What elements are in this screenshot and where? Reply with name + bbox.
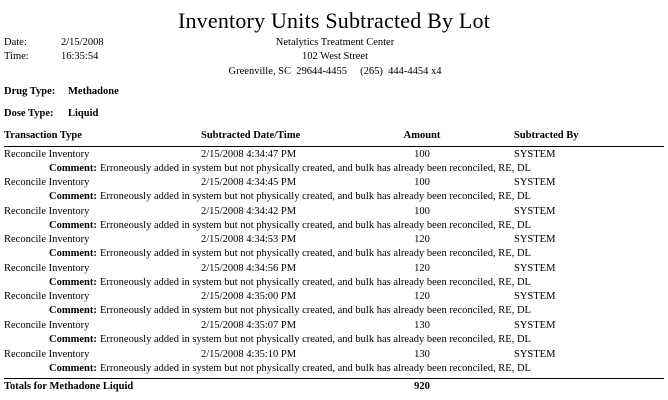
- row-type: Reconcile Inventory: [4, 320, 90, 331]
- row-by: SYSTEM: [514, 291, 556, 302]
- drug-type-value: Methadone: [68, 86, 119, 97]
- row-comment: [0, 191, 668, 205]
- comment-text: Erroneously added in system but not physically created, and bulk has already been reconciled, RE, DL: [100, 248, 531, 259]
- drug-type-label: Drug Type:: [4, 86, 56, 97]
- totals-label: Totals for Methadone Liquid: [4, 381, 134, 392]
- row-date: 2/15/2008 4:35:10 PM: [201, 349, 297, 360]
- header-transaction-type: Transaction Type: [4, 130, 82, 141]
- row-date: 2/15/2008 4:34:56 PM: [201, 263, 297, 274]
- time-label: Time:: [4, 51, 29, 62]
- date-label: Date:: [4, 37, 27, 48]
- row-by: SYSTEM: [514, 263, 556, 274]
- dose-type-label: Dose Type:: [4, 108, 54, 119]
- comment-label: Comment:: [49, 248, 97, 259]
- row-comment: [0, 305, 668, 319]
- table-row: [0, 263, 668, 277]
- org-name: Netalytics Treatment Center: [275, 37, 395, 48]
- comment-label: Comment:: [49, 163, 97, 174]
- row-date: 2/15/2008 4:35:00 PM: [201, 291, 297, 302]
- comment-label: Comment:: [49, 191, 97, 202]
- comment-text: Erroneously added in system but not physically created, and bulk has already been reconciled, RE, DL: [100, 363, 531, 374]
- totals-amount: 920: [414, 381, 430, 392]
- comment-text: Erroneously added in system but not physically created, and bulk has already been reconciled, RE, DL: [100, 277, 531, 288]
- row-type: Reconcile Inventory: [4, 206, 90, 217]
- comment-label: Comment:: [49, 220, 97, 231]
- row-date: 2/15/2008 4:34:53 PM: [201, 234, 297, 245]
- comment-text: Erroneously added in system but not physically created, and bulk has already been reconciled, RE, DL: [100, 220, 531, 231]
- comment-text: Erroneously added in system but not physically created, and bulk has already been reconciled, RE, DL: [100, 305, 531, 316]
- row-by: SYSTEM: [514, 320, 556, 331]
- header-rule: [4, 146, 664, 147]
- header-subtracted-date: Subtracted Date/Time: [201, 130, 301, 141]
- comment-text: Erroneously added in system but not physically created, and bulk has already been reconciled, RE, DL: [100, 334, 531, 345]
- dose-type-value: Liquid: [68, 108, 99, 119]
- header-amount: Amount: [403, 130, 441, 141]
- row-amount: 130: [414, 320, 430, 331]
- report-title: Inventory Units Subtracted By Lot: [177, 8, 491, 33]
- row-comment: [0, 163, 668, 177]
- row-type: Reconcile Inventory: [4, 349, 90, 360]
- row-amount: 100: [414, 206, 430, 217]
- row-type: Reconcile Inventory: [4, 149, 90, 160]
- row-type: Reconcile Inventory: [4, 177, 90, 188]
- row-date: 2/15/2008 4:34:47 PM: [201, 149, 297, 160]
- row-comment: [0, 248, 668, 262]
- comment-text: Erroneously added in system but not physically created, and bulk has already been reconciled, RE, DL: [100, 163, 531, 174]
- table-row: [0, 206, 668, 220]
- totals-rule: [4, 378, 664, 379]
- header-subtracted-by: Subtracted By: [514, 130, 579, 141]
- table-row: [0, 320, 668, 334]
- org-city-line: Greenville, SC 29644-4455 (265) 444-4454 x4: [228, 66, 442, 77]
- date-value: 2/15/2008: [61, 37, 104, 48]
- row-amount: 100: [414, 177, 430, 188]
- row-comment: [0, 277, 668, 291]
- row-type: Reconcile Inventory: [4, 291, 90, 302]
- row-date: 2/15/2008 4:35:07 PM: [201, 320, 297, 331]
- row-by: SYSTEM: [514, 234, 556, 245]
- row-amount: 130: [414, 349, 430, 360]
- row-by: SYSTEM: [514, 349, 556, 360]
- row-date: 2/15/2008 4:34:42 PM: [201, 206, 297, 217]
- row-amount: 100: [414, 149, 430, 160]
- totals-row: [0, 381, 668, 395]
- comment-text: Erroneously added in system but not physically created, and bulk has already been reconciled, RE, DL: [100, 191, 531, 202]
- comment-label: Comment:: [49, 305, 97, 316]
- row-by: SYSTEM: [514, 206, 556, 217]
- row-date: 2/15/2008 4:34:45 PM: [201, 177, 297, 188]
- row-type: Reconcile Inventory: [4, 234, 90, 245]
- row-comment: [0, 220, 668, 234]
- row-type: Reconcile Inventory: [4, 263, 90, 274]
- row-amount: 120: [414, 291, 430, 302]
- row-by: SYSTEM: [514, 149, 556, 160]
- org-street: 102 West Street: [301, 51, 369, 62]
- row-amount: 120: [414, 234, 430, 245]
- comment-label: Comment:: [49, 277, 97, 288]
- table-row: [0, 177, 668, 191]
- table-row: [0, 349, 668, 363]
- row-amount: 120: [414, 263, 430, 274]
- table-header: [0, 130, 668, 144]
- row-comment: [0, 363, 668, 377]
- comment-label: Comment:: [49, 363, 97, 374]
- table-row: [0, 234, 668, 248]
- row-by: SYSTEM: [514, 177, 556, 188]
- row-comment: [0, 334, 668, 348]
- table-row: [0, 149, 668, 163]
- table-row: [0, 291, 668, 305]
- time-value: 16:35:54: [61, 51, 99, 62]
- comment-label: Comment:: [49, 334, 97, 345]
